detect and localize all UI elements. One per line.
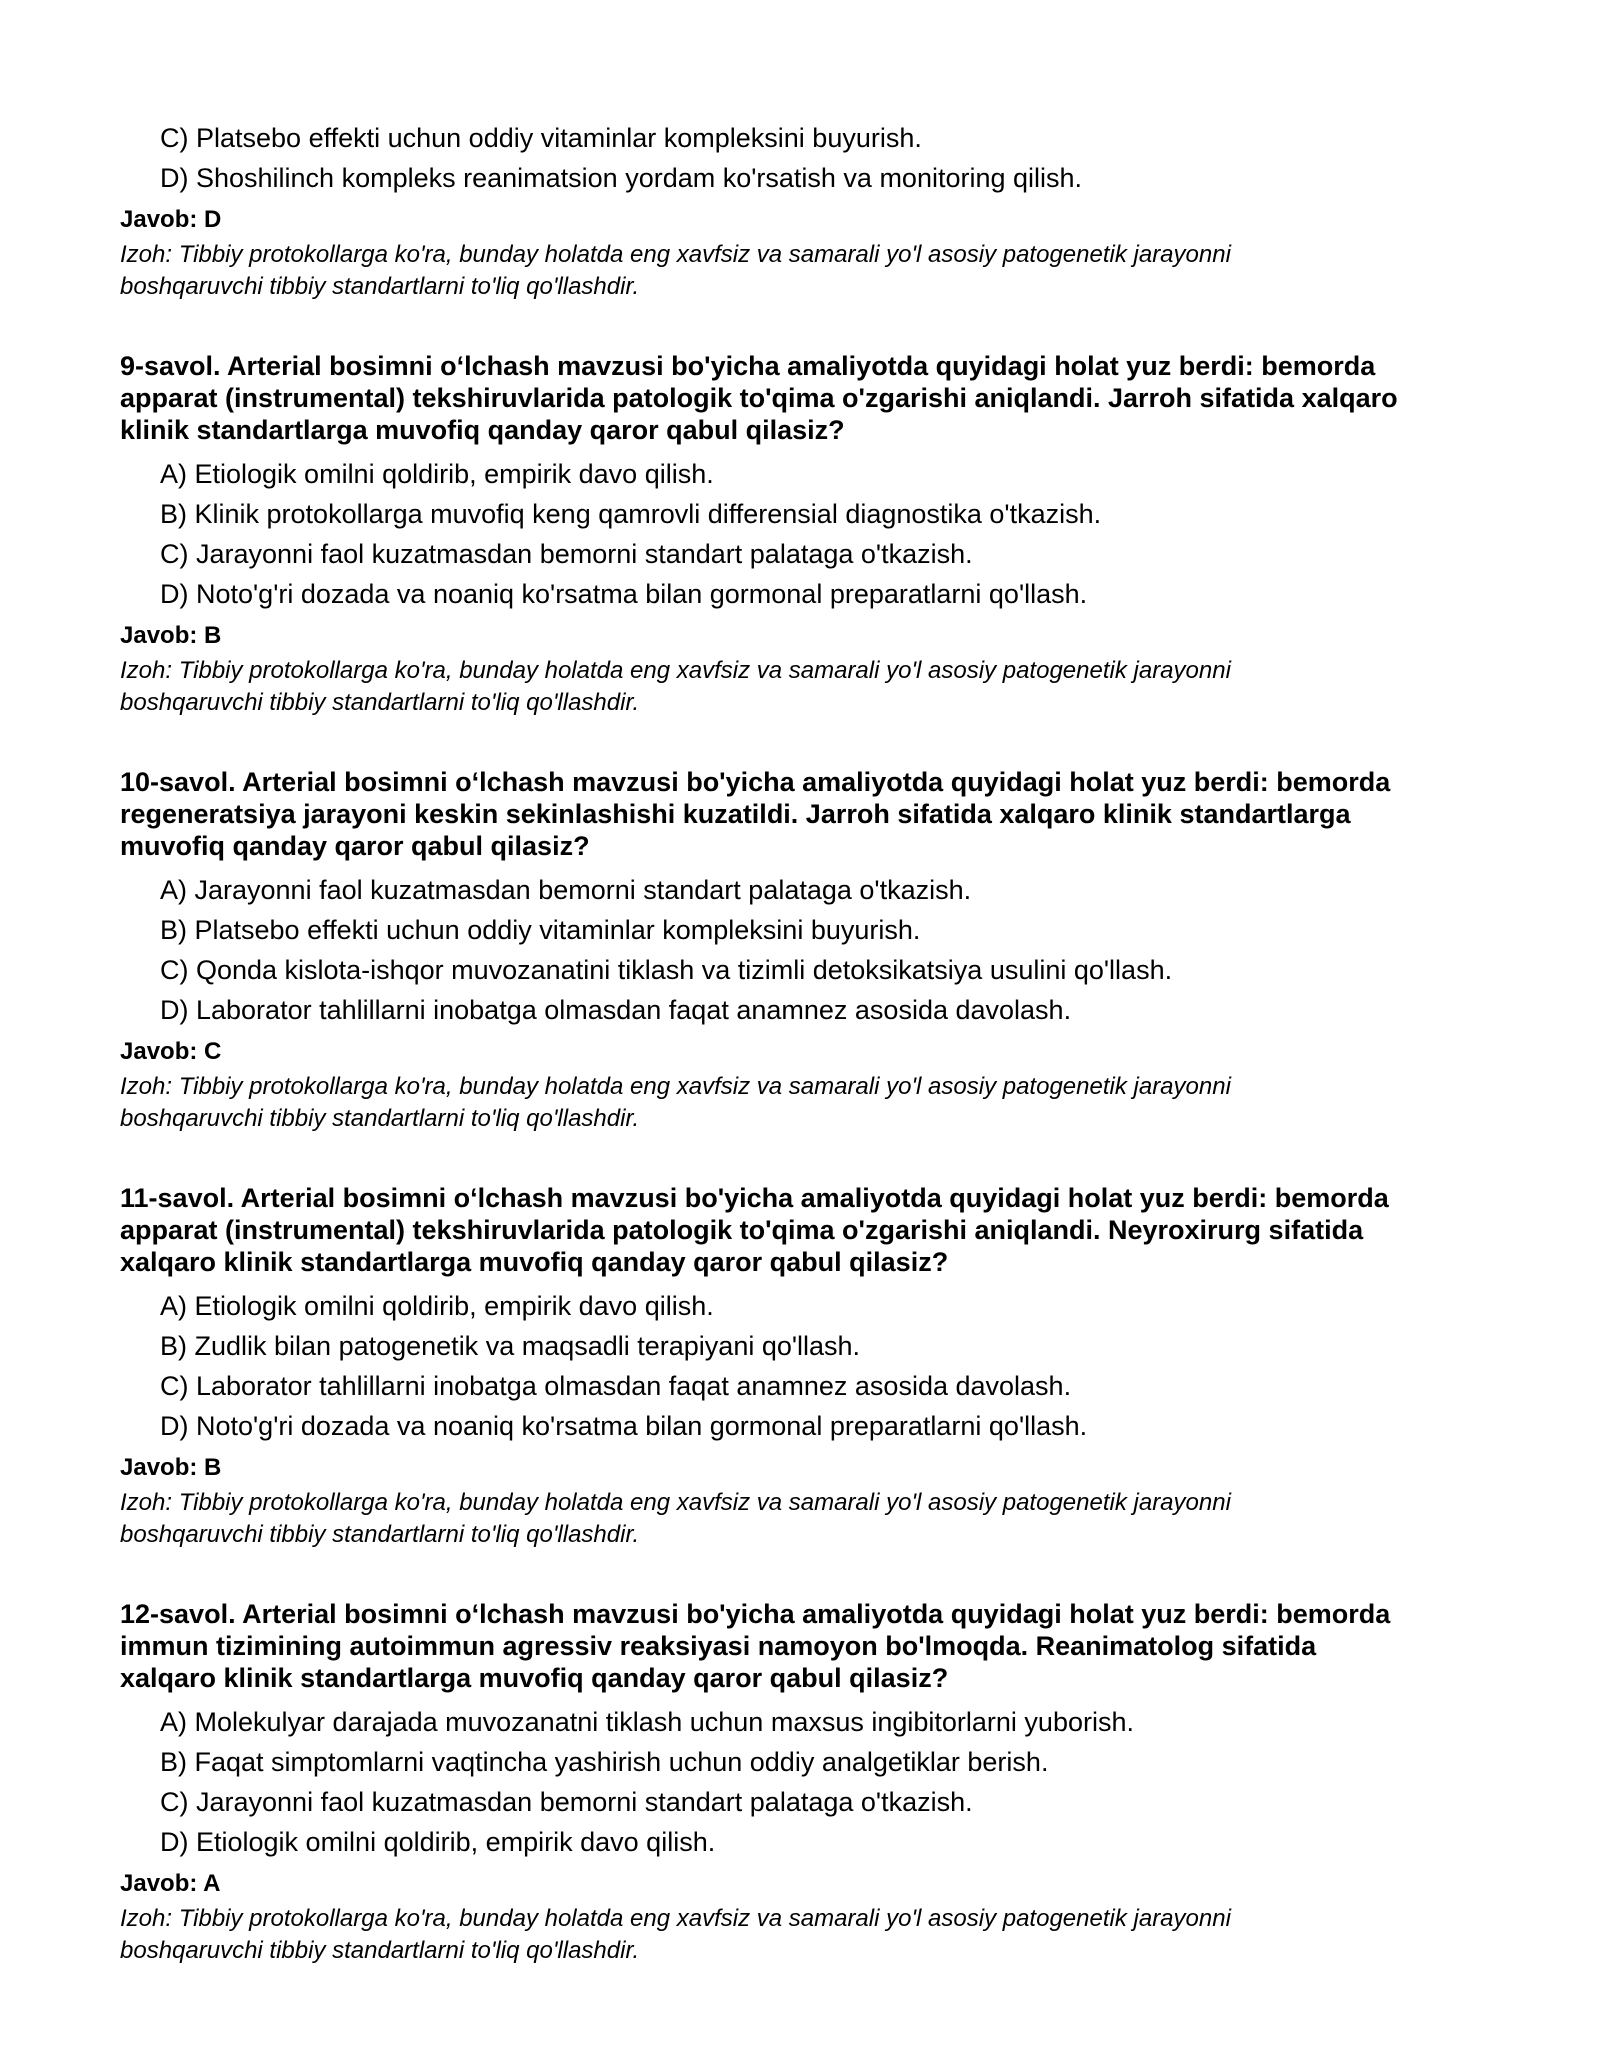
answer-option-b: B) Faqat simptomlarni vaqtincha yashirish uchun oddiy analgetiklar berish. xyxy=(160,1747,1049,1777)
explanation-note xyxy=(120,1487,1500,1551)
correct-answer: Javob: B xyxy=(120,622,222,649)
answer-option-c: C) Laborator tahlillarni inobatga olmasdan faqat anamnez asosida davolash. xyxy=(160,1371,1072,1401)
question-line: apparat (instrumental) tekshiruvlarida patologik to'qima o'zgarishi aniqlandi. Neyroxirurg sifatida xyxy=(120,1215,1364,1245)
explanation-line: Izoh: Tibbiy protokollarga ko'ra, bunday holatda eng xavfsiz va samarali yo'l asosiy patogenetik jarayonni xyxy=(120,1489,1231,1516)
correct-answer: Javob: A xyxy=(120,1870,221,1897)
question-line: 11-savol. Arterial bosimni o‘lchash mavzusi bo'yicha amaliyotda quyidagi holat yuz berdi: bemorda xyxy=(120,1183,1389,1213)
question-line: 10-savol. Arterial bosimni o‘lchash mavzusi bo'yicha amaliyotda quyidagi holat yuz berdi: bemorda xyxy=(120,767,1391,797)
answer-option-b: B) Zudlik bilan patogenetik va maqsadli terapiyani qo'llash. xyxy=(160,1331,861,1361)
question-text xyxy=(120,350,1500,446)
question-9 xyxy=(120,350,1500,719)
correct-answer: Javob: B xyxy=(120,1454,222,1481)
explanation-line: Izoh: Tibbiy protokollarga ko'ra, bunday holatda eng xavfsiz va samarali yo'l asosiy patogenetik jarayonni xyxy=(120,1905,1231,1932)
answer-option-c: C) Jarayonni faol kuzatmasdan bemorni standart palataga o'tkazish. xyxy=(160,1787,973,1817)
answer-option-a: A) Molekulyar darajada muvozanatni tiklash uchun maxsus ingibitorlarni yuborish. xyxy=(160,1707,1134,1737)
question-line: muvofiq qanday qaror qabul qilasiz? xyxy=(120,831,590,861)
answer-option-c: C) Platsebo effekti uchun oddiy vitaminlar kompleksini buyurish. xyxy=(160,123,922,153)
explanation-note xyxy=(120,1071,1500,1135)
explanation-note xyxy=(120,1903,1500,1967)
correct-answer: Javob: C xyxy=(120,1038,222,1065)
explanation-line: boshqaruvchi tibbiy standartlarni to'liq qo'llashdir. xyxy=(120,689,640,716)
question-line: klinik standartlarga muvofiq qanday qaror qabul qilasiz? xyxy=(120,415,845,445)
question-11 xyxy=(120,1182,1500,1551)
answer-option-b: B) Klinik protokollarga muvofiq keng qamrovli differensial diagnostika o'tkazish. xyxy=(160,499,1102,529)
answer-option-d: D) Noto'g'ri dozada va noaniq ko'rsatma bilan gormonal preparatlarni qo'llash. xyxy=(160,579,1088,609)
question-text xyxy=(120,1182,1500,1278)
explanation-line: boshqaruvchi tibbiy standartlarni to'liq qo'llashdir. xyxy=(120,273,640,300)
question-text xyxy=(120,1598,1500,1694)
explanation-line: Izoh: Tibbiy protokollarga ko'ra, bunday holatda eng xavfsiz va samarali yo'l asosiy patogenetik jarayonni xyxy=(120,1073,1231,1100)
explanation-line: boshqaruvchi tibbiy standartlarni to'liq qo'llashdir. xyxy=(120,1521,640,1548)
explanation-line: Izoh: Tibbiy protokollarga ko'ra, bunday holatda eng xavfsiz va samarali yo'l asosiy patogenetik jarayonni xyxy=(120,657,1231,684)
question-8-continuation xyxy=(120,118,1500,303)
explanation-line: boshqaruvchi tibbiy standartlarni to'liq qo'llashdir. xyxy=(120,1105,640,1132)
question-line: xalqaro klinik standartlarga muvofiq qanday qaror qabul qilasiz? xyxy=(120,1247,949,1277)
answer-option-a: A) Etiologik omilni qoldirib, empirik davo qilish. xyxy=(160,1291,714,1321)
explanation-note xyxy=(120,239,1500,303)
question-line: apparat (instrumental) tekshiruvlarida patologik to'qima o'zgarishi aniqlandi. Jarroh sifatida xalqaro xyxy=(120,383,1398,413)
document-page xyxy=(120,118,1500,1967)
answer-option-c: C) Qonda kislota-ishqor muvozanatini tiklash va tizimli detoksikatsiya usulini qo'llash. xyxy=(160,955,1173,985)
question-10 xyxy=(120,766,1500,1135)
answer-option-a: A) Etiologik omilni qoldirib, empirik davo qilish. xyxy=(160,459,714,489)
question-text xyxy=(120,766,1500,862)
answer-option-b: B) Platsebo effekti uchun oddiy vitaminlar kompleksini buyurish. xyxy=(160,915,921,945)
answer-option-d: D) Etiologik omilni qoldirib, empirik davo qilish. xyxy=(160,1827,716,1857)
explanation-note xyxy=(120,655,1500,719)
explanation-line: Izoh: Tibbiy protokollarga ko'ra, bunday holatda eng xavfsiz va samarali yo'l asosiy patogenetik jarayonni xyxy=(120,241,1231,268)
correct-answer: Javob: D xyxy=(120,206,222,233)
answer-option-d: D) Noto'g'ri dozada va noaniq ko'rsatma bilan gormonal preparatlarni qo'llash. xyxy=(160,1411,1088,1441)
question-line: 9-savol. Arterial bosimni o‘lchash mavzusi bo'yicha amaliyotda quyidagi holat yuz berdi: bemorda xyxy=(120,351,1376,381)
answer-option-c: C) Jarayonni faol kuzatmasdan bemorni standart palataga o'tkazish. xyxy=(160,539,973,569)
answer-option-d: D) Shoshilinch kompleks reanimatsion yordam ko'rsatish va monitoring qilish. xyxy=(160,163,1083,193)
question-12 xyxy=(120,1598,1500,1967)
answer-option-d: D) Laborator tahlillarni inobatga olmasdan faqat anamnez asosida davolash. xyxy=(160,995,1072,1025)
question-line: regeneratsiya jarayoni keskin sekinlashishi kuzatildi. Jarroh sifatida xalqaro klinik standartlarga xyxy=(120,799,1351,829)
answer-option-a: A) Jarayonni faol kuzatmasdan bemorni standart palataga o'tkazish. xyxy=(160,875,972,905)
question-line: xalqaro klinik standartlarga muvofiq qanday qaror qabul qilasiz? xyxy=(120,1663,949,1693)
question-line: immun tizimining autoimmun agressiv reaksiyasi namoyon bo'lmoqda. Reanimatolog sifatida xyxy=(120,1631,1317,1661)
explanation-line: boshqaruvchi tibbiy standartlarni to'liq qo'llashdir. xyxy=(120,1937,640,1964)
question-line: 12-savol. Arterial bosimni o‘lchash mavzusi bo'yicha amaliyotda quyidagi holat yuz berdi: bemorda xyxy=(120,1599,1391,1629)
